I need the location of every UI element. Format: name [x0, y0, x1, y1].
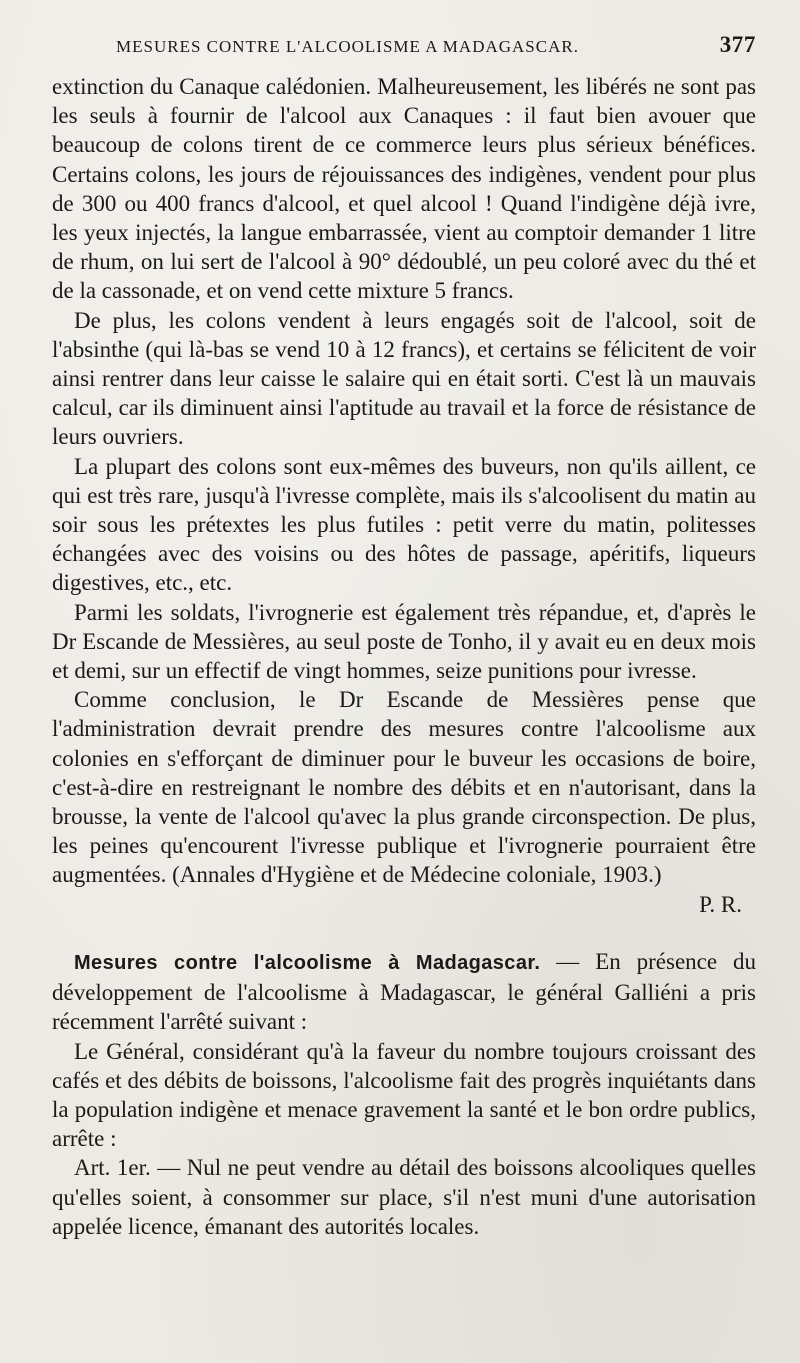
section-gap: [52, 919, 756, 947]
paragraph-article-1: Art. 1er. — Nul ne peut vendre au détail des boissons alcooliques quelles qu'elles soient, à consommer sur place, s'il n'est muni d'une autorisation appelée licence, émanant des autorités locales.: [52, 1155, 756, 1239]
paragraph-le-general: Le Général, considérant qu'à la faveur du nombre toujours croissant des cafés et des débits de boissons, l'alcoolisme fait des progrès inquiétants dans la population indigène et menace gravement la santé et le bon ordre publics, arrête :: [52, 1038, 756, 1152]
body-text: [52, 72, 756, 1241]
paragraph-soldats: Parmi les soldats, l'ivrognerie est également très répandue, et, d'après le Dr Escande de Messières, au seul poste de Tonho, il y avait eu en deux mois et demi, sur un effectif de vingt hommes, seize punitions pour ivresse.: [52, 599, 756, 684]
page-number: 377: [719, 32, 756, 57]
section-lead: — En présence du développement de l'alcoolisme à Madagascar, le général Galliéni a pris récemment l'arrêté suivant :: [52, 948, 756, 1035]
paragraph-colons-buveurs: La plupart des colons sont eux-mêmes des buveurs, non qu'ils aillent, ce qui est très rare, jusqu'à l'ivresse complète, mais ils s'alcoolisent du matin au soir sous les prétextes les plus futiles : petit verre du matin, politesses échangées avec des voisins ou des hôtes de passage, apéritifs, liqueurs digestives, etc., etc.: [52, 453, 756, 596]
section-intro: [52, 947, 756, 1037]
running-head: [52, 32, 756, 72]
paragraph-colons-engages: De plus, les colons vendent à leurs engagés soit de l'alcool, soit de l'absinthe (qui là-bas se vend 10 à 12 francs), et certains se félicitent de voir ainsi rentrer dans leur caisse le salaire qui en était sorti. C'est là un mauvais calcul, car ils diminuent ainsi l'aptitude au travail et la force de résistance de leurs ouvriers.: [52, 307, 756, 450]
running-title: MESURES CONTRE L'ALCOOLISME A MADAGASCAR.: [116, 37, 579, 56]
paragraph-continuation: extinction du Canaque calédonien. Malheureusement, les libérés ne sont pas les seuls à fournir de l'alcool aux Canaques : il faut bien avouer que beaucoup de colons tirent de ce commerce leurs plus sérieux bénéfices. Certains colons, les jours de réjouissances des indigènes, vendent pour plus de 300 ou 400 francs d'alcool, et quel alcool ! Quand l'indigène déjà ivre, les yeux injectés, la langue embarrassée, vient au comptoir demander 1 litre de rhum, on lui sert de l'alcool à 90° dédoublé, un peu coloré avec du thé et de la cassonade, et on vend cette mixture 5 francs.: [52, 74, 756, 304]
author-signature: P. R.: [699, 891, 742, 917]
section-heading: Mesures contre l'alcoolisme à Madagascar.: [74, 951, 541, 974]
paragraph-conclusion: Comme conclusion, le Dr Escande de Messières pense que l'administration devrait prendre des mesures contre l'alcoolisme aux colonies en s'efforçant de diminuer pour le buveur les occasions de boire, c'est-à-dire en restreignant le nombre des débits et en n'autorisant, dans la brousse, la vente de l'alcool qu'avec la plus grande circonspection. De plus, les peines qu'encourent l'ivresse publique et l'ivrognerie pourraient être augmentées. (Annales d'Hygiène et de Médecine coloniale, 1903.): [52, 687, 756, 888]
